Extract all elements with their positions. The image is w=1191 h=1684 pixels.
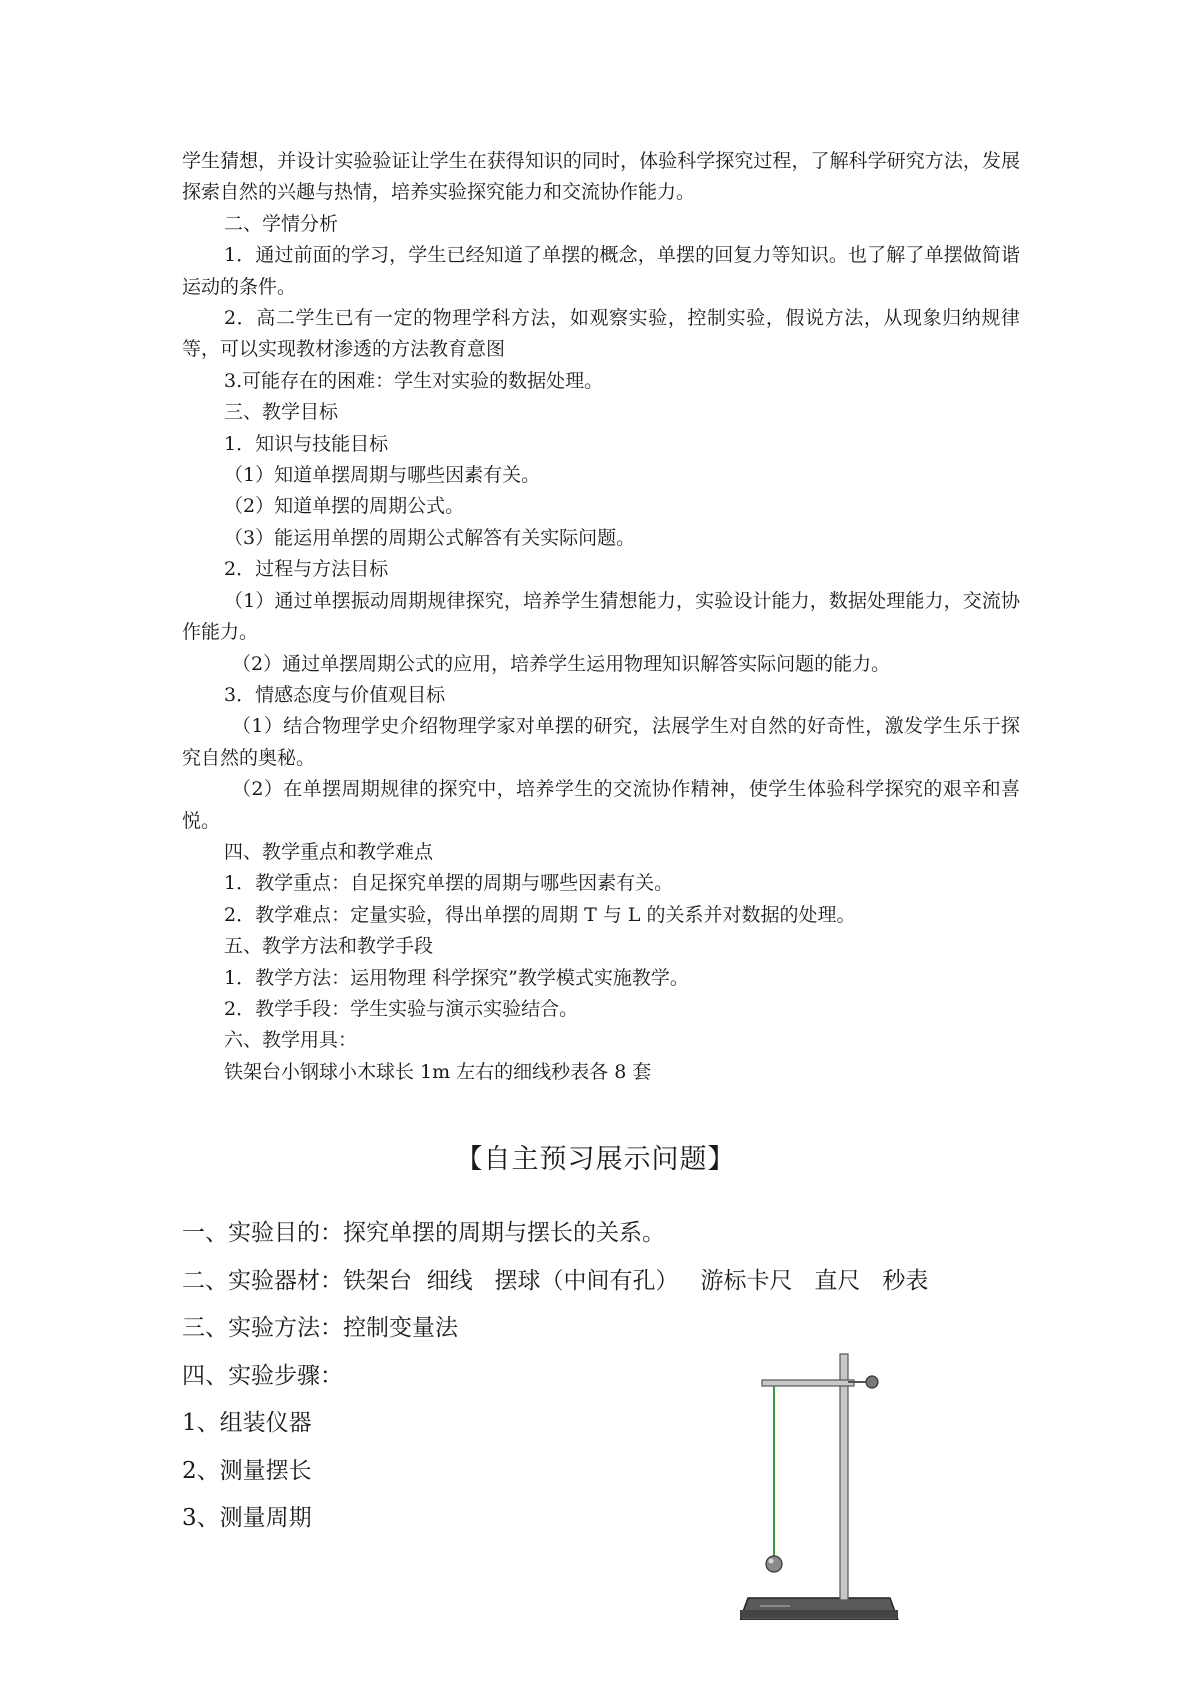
- body-paragraph: 3.可能存在的困难：学生对实验的数据处理。: [224, 369, 604, 392]
- preview-item: 1、组装仪器: [182, 1410, 312, 1436]
- preview-item: 3、测量周期: [182, 1505, 312, 1531]
- body-paragraph: （2）知道单摆的周期公式。: [224, 495, 465, 518]
- body-paragraph: 1．教学重点：自足探究单摆的周期与哪些因素有关。: [224, 872, 674, 895]
- clamp-knob: [866, 1376, 878, 1388]
- body-paragraph: 1．通过前面的学习，学生已经知道了单摆的概念，单摆的回复力等知识。也了解了单摆做简谐运动的条件。: [182, 244, 1020, 298]
- pendulum-bob: [766, 1556, 782, 1572]
- body-paragraph: 2．高二学生已有一定的物理学科方法，如观察实验，控制实验，假说方法，从现象归纳规律等，可以实现教材渗透的方法教育意图: [182, 307, 1020, 361]
- preview-item: 四、实验步骤：: [182, 1362, 343, 1389]
- body-paragraph: （2）在单摆周期规律的探究中，培养学生的交流协作精神，使学生体验科学探究的艰辛和喜悦。: [182, 778, 1020, 832]
- body-paragraph: 三、教学目标: [224, 401, 339, 424]
- lesson-plan-body: [182, 146, 1020, 1088]
- stand-arm: [762, 1380, 854, 1386]
- body-paragraph: （1）通过单摆振动周期规律探究，培养学生猜想能力，实验设计能力，数据处理能力，交流协作能力。: [182, 589, 1020, 644]
- body-paragraph: 二、学情分析: [224, 212, 339, 235]
- body-paragraph: 3．情感态度与价值观目标: [224, 683, 446, 706]
- body-paragraph: 四、教学重点和教学难点: [224, 840, 434, 863]
- body-paragraph: 1．知识与技能目标: [224, 432, 389, 455]
- body-paragraph: 铁架台小钢球小木球长 1m 左右的细线秒表各 8 套: [224, 1060, 652, 1083]
- body-paragraph: 五、教学方法和教学手段: [224, 935, 434, 958]
- stand-rod: [840, 1354, 848, 1600]
- body-paragraph: 六、教学用具：: [224, 1029, 358, 1052]
- body-paragraph: （3）能运用单摆的周期公式解答有关实际问题。: [224, 526, 636, 549]
- body-paragraph: 1．教学方法：运用物理 科学探究”教学模式实施教学。: [224, 966, 689, 989]
- body-paragraph: 学生猜想，并设计实验验证让学生在获得知识的同时，体验科学探究过程，了解科学研究方法，发展探索自然的兴趣与热情，培养实验探究能力和交流协作能力。: [182, 150, 1020, 204]
- preview-item: 三、实验方法：控制变量法: [182, 1315, 458, 1341]
- stand-base-front: [740, 1610, 898, 1618]
- section-title: 【自主预习展示问题】: [455, 1144, 736, 1175]
- pendulum-apparatus-figure: [740, 1340, 900, 1620]
- pendulum-bob-highlight: [769, 1559, 774, 1564]
- preview-item: 一、实验目的：探究单摆的周期与摆长的关系。: [182, 1220, 665, 1246]
- body-paragraph: 2．过程与方法目标: [224, 558, 389, 581]
- body-paragraph: 2．教学手段：学生实验与演示实验结合。: [224, 997, 579, 1020]
- body-paragraph: （1）结合物理学史介绍物理学家对单摆的研究，法展学生对自然的好奇性，激发学生乐于探究自然的奥秘。: [182, 715, 1020, 769]
- body-paragraph: （1）知道单摆周期与哪些因素有关。: [224, 464, 541, 487]
- preview-item: 二、实验器材：铁架台 细线 摆球（中间有孔） 游标卡尺 直尺 秒表: [182, 1267, 929, 1294]
- body-paragraph: 2．教学难点：定量实验，得出单摆的周期 T 与 L 的关系并对数据的处理。: [224, 903, 856, 926]
- preview-item: 2、测量摆长: [182, 1457, 312, 1484]
- body-paragraph: （2）通过单摆周期公式的应用，培养学生运用物理知识解答实际问题的能力。: [232, 652, 891, 675]
